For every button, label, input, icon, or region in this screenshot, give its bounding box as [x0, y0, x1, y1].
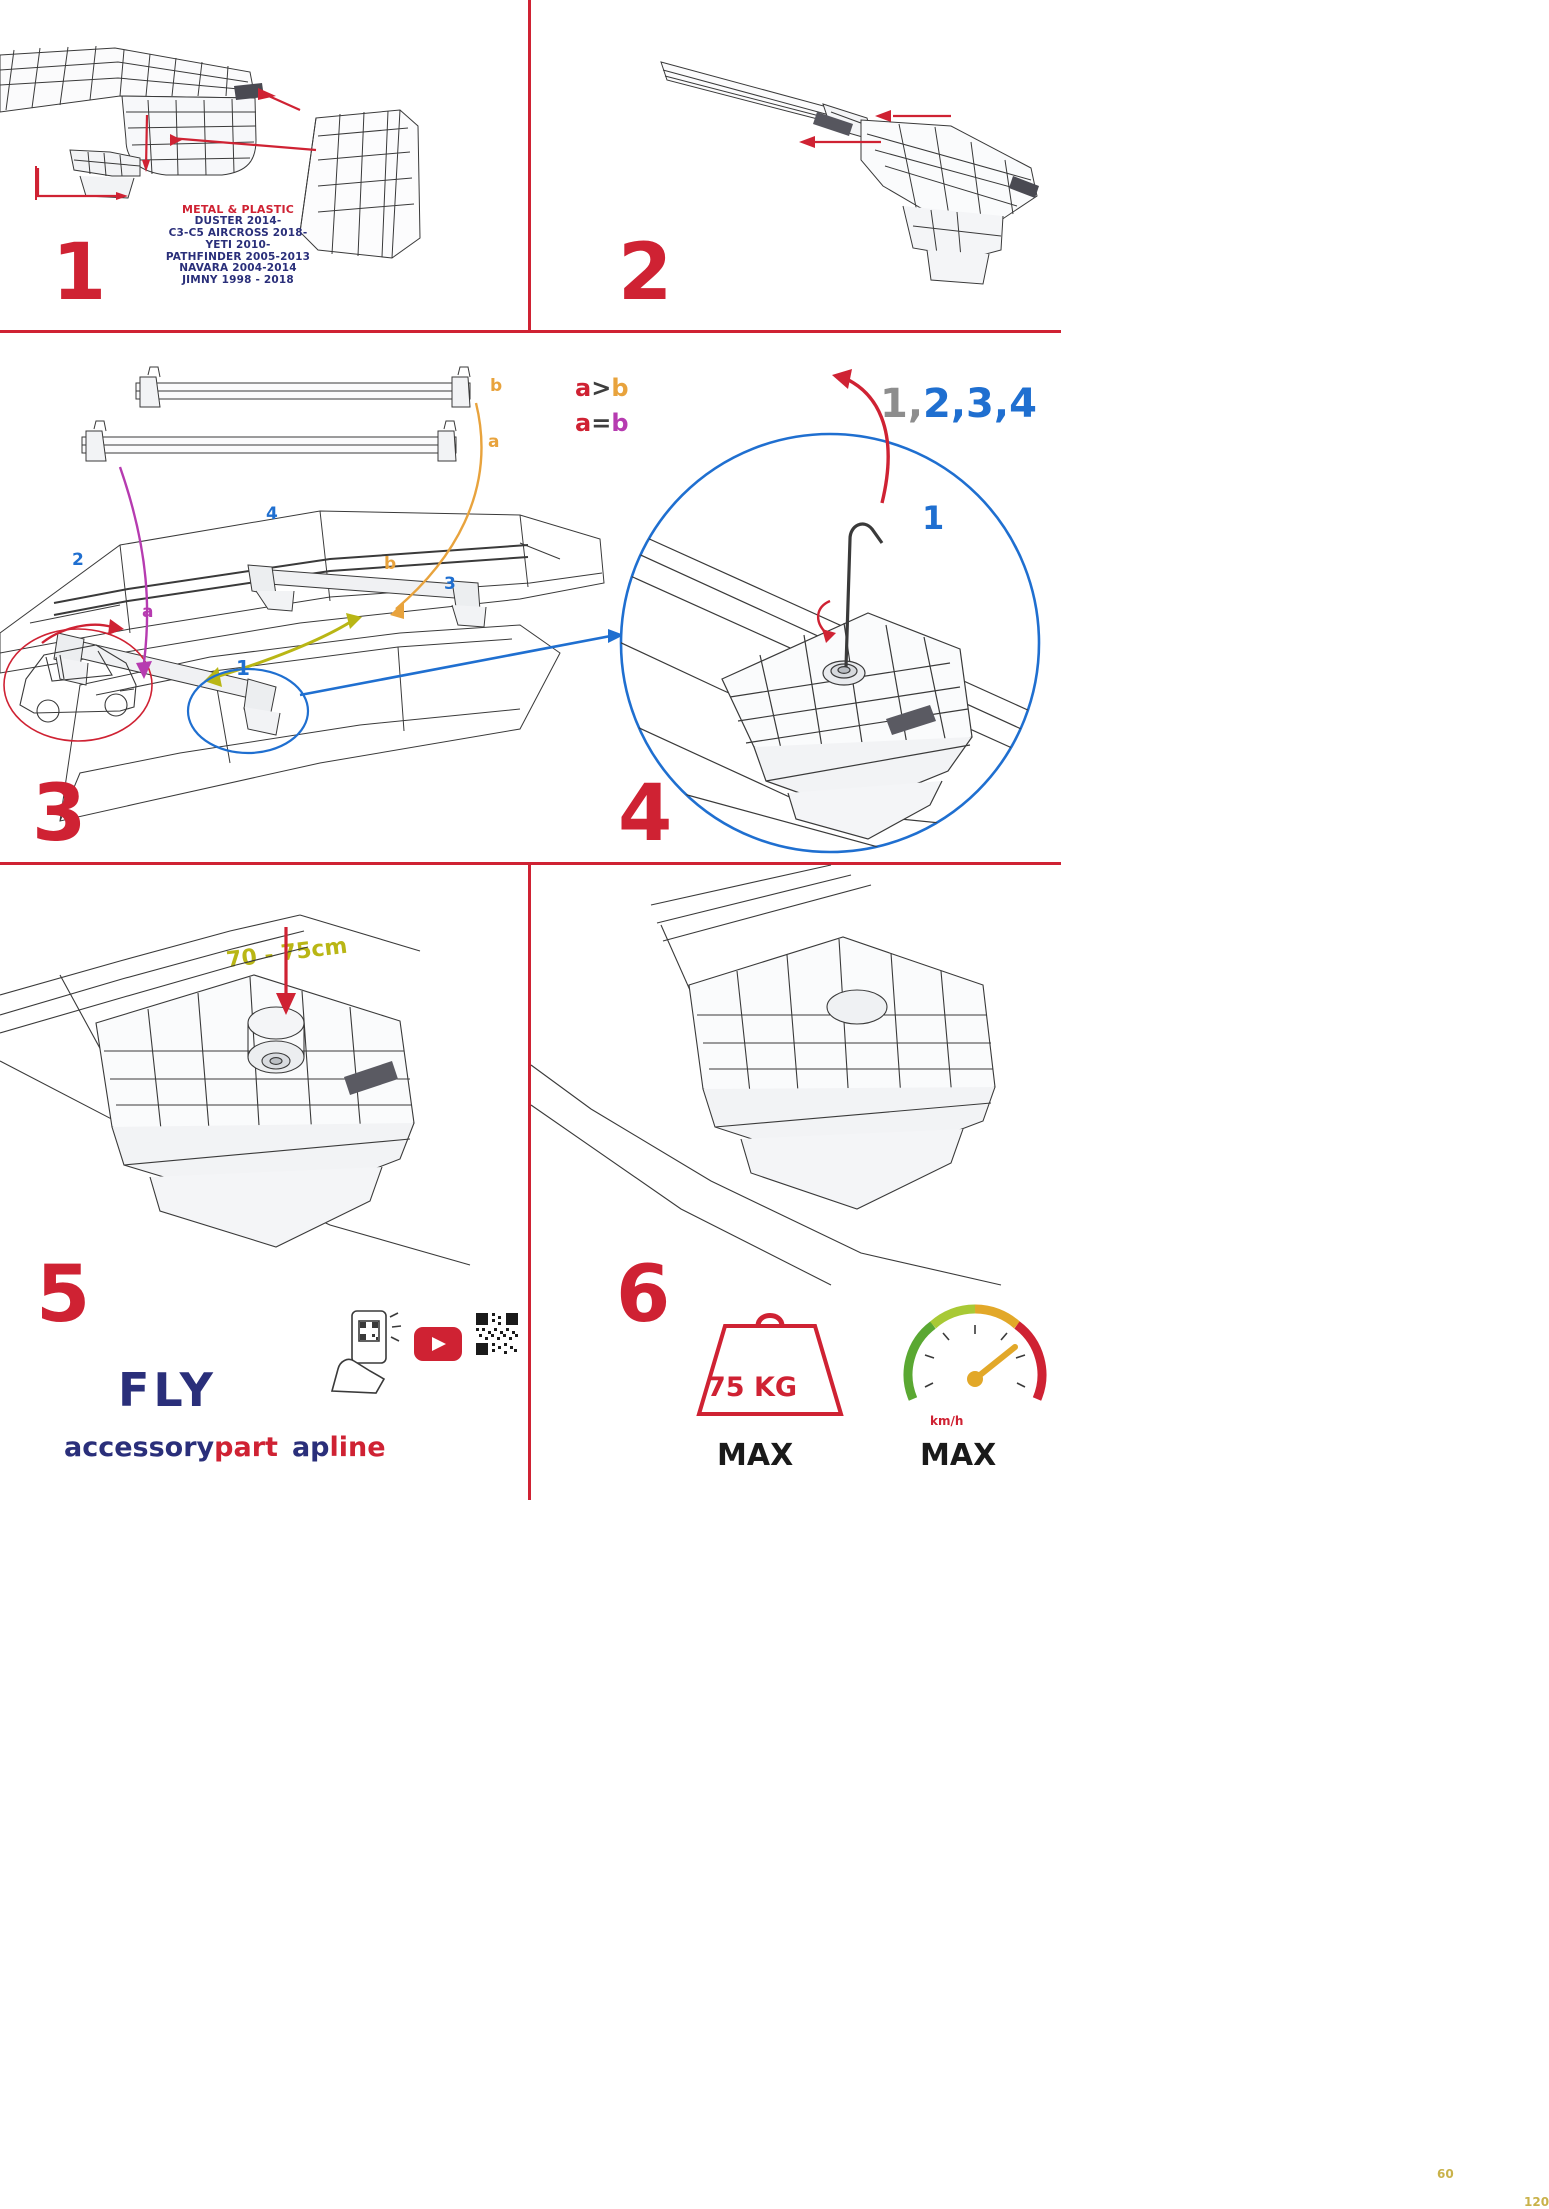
legend-b: b	[611, 374, 629, 402]
brand-accessory: accessory	[64, 1432, 215, 1463]
step-order-suffix: 2,3,4	[923, 381, 1037, 427]
step-order-prefix: 1,	[880, 381, 924, 427]
speed-unit-label: km/h	[930, 1414, 964, 1428]
legend-b: b	[611, 408, 629, 437]
step-number-2: 2	[618, 228, 671, 318]
max-weight-label: MAX	[717, 1438, 794, 1473]
svg-text:1: 1	[922, 499, 945, 537]
compatible-model: JIMNY 1998 - 2018	[182, 274, 294, 287]
brand-ap: ap	[291, 1432, 330, 1463]
media-icons	[330, 1307, 520, 1397]
max-speed-icon	[895, 1295, 1055, 1425]
compatible-model: PATHFINDER 2005-2013	[165, 250, 311, 263]
step-number-3: 3	[32, 769, 85, 859]
brand-part: part	[214, 1432, 278, 1463]
svg-text:b: b	[384, 554, 397, 574]
compatible-model: YETI 2010-	[205, 238, 271, 251]
svg-text:a: a	[142, 602, 154, 622]
legend-a: a	[575, 408, 592, 437]
max-speed-label: MAX	[920, 1438, 997, 1473]
step-number-4: 4	[618, 769, 671, 859]
brand-line-suffix: line	[329, 1432, 386, 1463]
compatibility-list	[118, 204, 358, 287]
compatibility-header: METAL & PLASTIC	[181, 203, 295, 216]
legend-operator: >	[591, 374, 612, 402]
speed-tick-120: 120	[1524, 2195, 1549, 2209]
max-weight-value: 75 KG	[707, 1372, 798, 1403]
max-load-icon	[695, 1302, 845, 1422]
step-order-label	[880, 381, 1037, 427]
compatible-model: DUSTER 2014-	[194, 215, 282, 228]
youtube-icon	[414, 1327, 462, 1361]
panel-step-6	[531, 865, 1549, 2209]
svg-text:2: 2	[72, 550, 84, 570]
compatible-model: C3-C5 AIRCROSS 2018-	[168, 227, 308, 240]
step-number-6: 6	[616, 1250, 669, 1340]
panel-step-5	[0, 865, 528, 1500]
svg-text:a: a	[488, 432, 500, 452]
svg-text:3: 3	[444, 574, 456, 594]
step-3-illustration	[0, 333, 620, 862]
step-5-illustration	[0, 865, 528, 1285]
legend-operator: =	[591, 408, 612, 437]
phone-scan-icon	[332, 1311, 401, 1393]
speed-tick-60: 60	[1437, 2167, 1454, 2181]
step-2-illustration	[531, 0, 1061, 330]
step-6-illustration	[531, 865, 1061, 1285]
legend-a: a	[575, 374, 592, 402]
compatible-model: NAVARA 2004-2014	[179, 262, 297, 275]
brand-line	[64, 1432, 386, 1463]
svg-text:1: 1	[236, 656, 250, 680]
step-number-5: 5	[36, 1250, 89, 1340]
step-number-1: 1	[52, 228, 105, 318]
bar-spacing-label: 70 - 75cm	[224, 933, 349, 974]
product-name: FLY	[118, 1363, 217, 1417]
panel-step-3	[0, 333, 620, 974]
svg-text:b: b	[490, 376, 503, 396]
svg-text:4: 4	[266, 504, 278, 524]
panel-step-2	[531, 0, 1061, 330]
qr-code-icon	[476, 1313, 518, 1355]
